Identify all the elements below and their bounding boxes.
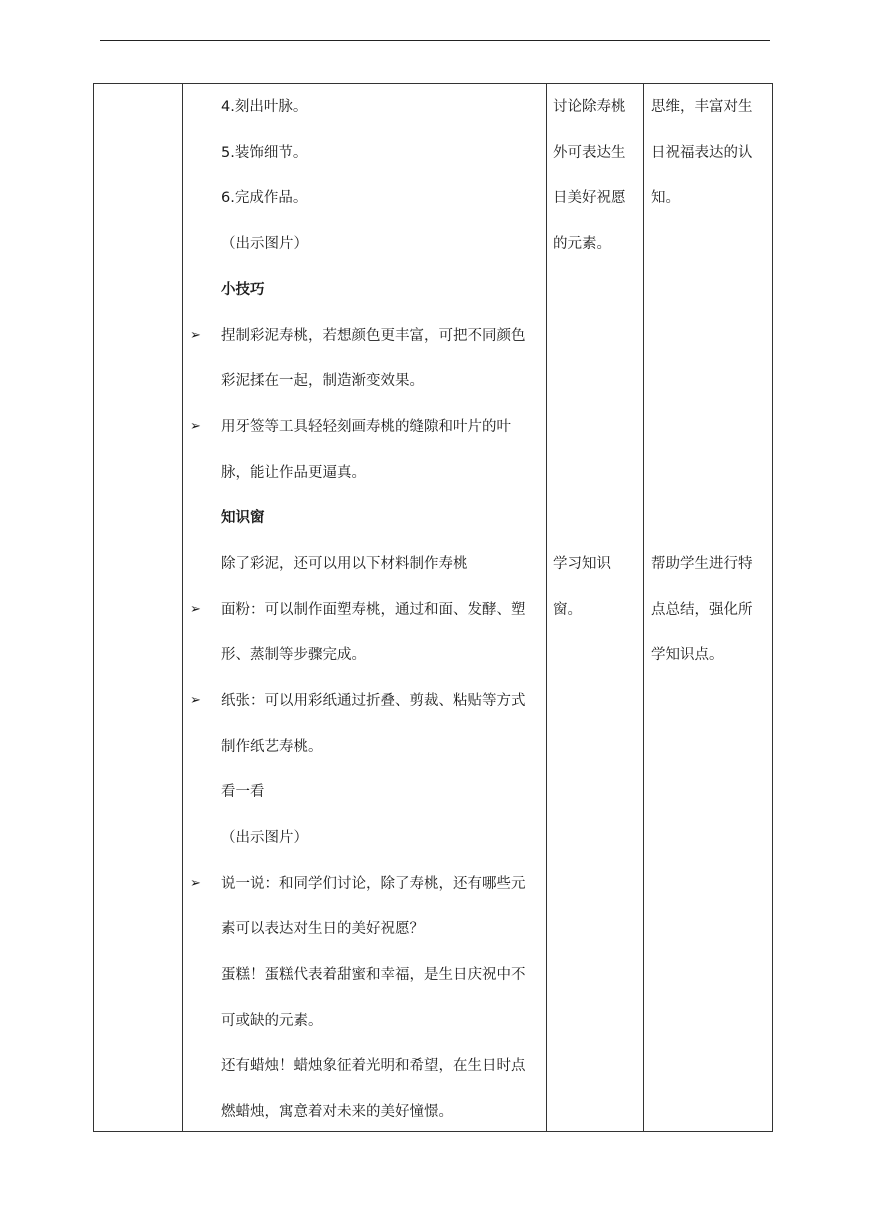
step-5: 5.装饰细节。 bbox=[221, 145, 308, 161]
look-heading: 看一看 bbox=[221, 784, 265, 800]
flour-line-2: 形、蒸制等步骤完成。 bbox=[221, 647, 366, 663]
tip-1-line-1: 捏制彩泥寿桃，若想颜色更丰富，可把不同颜色 bbox=[221, 328, 526, 344]
design-intent-2-line: 点总结，强化所 bbox=[651, 602, 753, 618]
cake-line-2: 可或缺的元素。 bbox=[221, 1013, 323, 1029]
student-activity-2-line: 窗。 bbox=[553, 602, 582, 618]
paper-line-1: 纸张：可以用彩纸通过折叠、剪裁、粘贴等方式 bbox=[221, 693, 526, 709]
bullet-arrow-icon: ➢ bbox=[190, 602, 201, 617]
column-divider-3 bbox=[643, 84, 644, 1131]
tip-2-line-2: 脉，能让作品更逼真。 bbox=[221, 465, 366, 481]
student-activity-2-line: 学习知识 bbox=[553, 556, 611, 572]
design-intent-2-line: 学知识点。 bbox=[651, 647, 724, 663]
knowledge-intro: 除了彩泥，还可以用以下材料制作寿桃 bbox=[221, 556, 468, 572]
cake-line-1: 蛋糕！蛋糕代表着甜蜜和幸福，是生日庆祝中不 bbox=[221, 967, 526, 983]
column-divider-1 bbox=[182, 84, 183, 1131]
bullet-arrow-icon: ➢ bbox=[190, 876, 201, 891]
bullet-arrow-icon: ➢ bbox=[190, 328, 201, 343]
step-6: 6.完成作品。 bbox=[221, 190, 308, 206]
student-activity-1-line: 的元素。 bbox=[553, 236, 611, 252]
candle-line-2: 燃蜡烛，寓意着对未来的美好憧憬。 bbox=[221, 1104, 453, 1120]
candle-line-1: 还有蜡烛！蜡烛象征着光明和希望，在生日时点 bbox=[221, 1058, 526, 1074]
column-divider-2 bbox=[546, 84, 547, 1131]
design-intent-2-line: 帮助学生进行特 bbox=[651, 556, 753, 572]
tip-1-line-2: 彩泥揉在一起，制造渐变效果。 bbox=[221, 373, 424, 389]
design-intent-1-line: 思维，丰富对生 bbox=[651, 99, 753, 115]
flour-line-1: 面粉：可以制作面塑寿桃，通过和面、发酵、塑 bbox=[221, 602, 526, 618]
show-picture-note-2: （出示图片） bbox=[221, 830, 308, 846]
design-intent-1-line: 知。 bbox=[651, 190, 680, 206]
say-line-1: 说一说：和同学们讨论，除了寿桃，还有哪些元 bbox=[221, 876, 526, 892]
student-activity-1-line: 讨论除寿桃 bbox=[553, 99, 626, 115]
design-intent-1-line: 日祝福表达的认 bbox=[651, 145, 753, 161]
student-activity-1-line: 日美好祝愿 bbox=[553, 190, 626, 206]
bullet-arrow-icon: ➢ bbox=[190, 419, 201, 434]
say-line-2: 素可以表达对生日的美好祝愿？ bbox=[221, 921, 424, 937]
step-4: 4.刻出叶脉。 bbox=[221, 99, 308, 115]
tip-2-line-1: 用牙签等工具轻轻刻画寿桃的缝隙和叶片的叶 bbox=[221, 419, 511, 435]
tips-heading: 小技巧 bbox=[221, 282, 265, 298]
knowledge-heading: 知识窗 bbox=[221, 510, 265, 526]
student-activity-1-line: 外可表达生 bbox=[553, 145, 626, 161]
show-picture-note: （出示图片） bbox=[221, 236, 308, 252]
header-rule bbox=[100, 40, 770, 41]
bullet-arrow-icon: ➢ bbox=[190, 693, 201, 708]
paper-line-2: 制作纸艺寿桃。 bbox=[221, 739, 323, 755]
